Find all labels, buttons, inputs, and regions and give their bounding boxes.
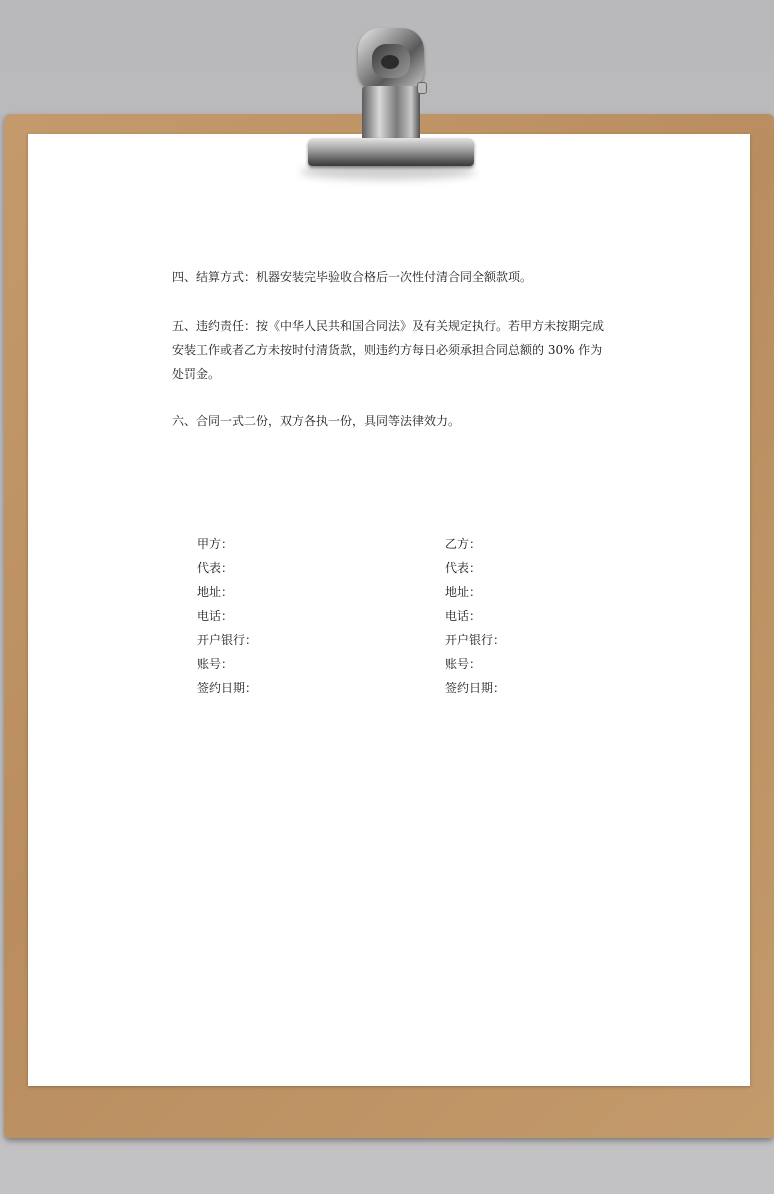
party-a-block — [197, 532, 257, 700]
party-b-name-label: 乙方： — [445, 537, 482, 551]
clip-base — [308, 138, 474, 166]
clip-hole — [381, 55, 399, 69]
party-a-name-label: 甲方： — [197, 537, 234, 551]
party-b-phone-label: 电话： — [445, 609, 482, 623]
clip-shadow — [300, 164, 476, 180]
party-a-account-label: 账号： — [197, 657, 234, 671]
clip-rivet — [417, 82, 427, 94]
clause-breach: 五、违约责任：按《中华人民共和国合同法》及有关规定执行。若甲方未按期完成安装工作或者乙方未按时付清货款，则违约方每日必须承担合同总额的 30% 作为处罚金。 — [172, 319, 605, 381]
clause-copies: 六、合同一式二份，双方各执一份，具同等法律效力。 — [172, 414, 461, 428]
party-a-representative-label: 代表： — [197, 561, 234, 575]
party-b-date-label: 签约日期： — [445, 681, 506, 695]
party-b-address-label: 地址： — [445, 585, 482, 599]
party-a-bank-label: 开户银行： — [197, 633, 258, 647]
party-b-bank-label: 开户银行： — [445, 633, 506, 647]
party-b-block — [445, 532, 505, 700]
party-b-representative-label: 代表： — [445, 561, 482, 575]
party-a-phone-label: 电话： — [197, 609, 234, 623]
party-b-account-label: 账号： — [445, 657, 482, 671]
clip-body — [362, 86, 420, 142]
party-a-date-label: 签约日期： — [197, 681, 258, 695]
clause-settlement: 四、结算方式：机器安装完毕验收合格后一次性付清合同全额款项。 — [172, 270, 533, 284]
party-a-address-label: 地址： — [197, 585, 234, 599]
